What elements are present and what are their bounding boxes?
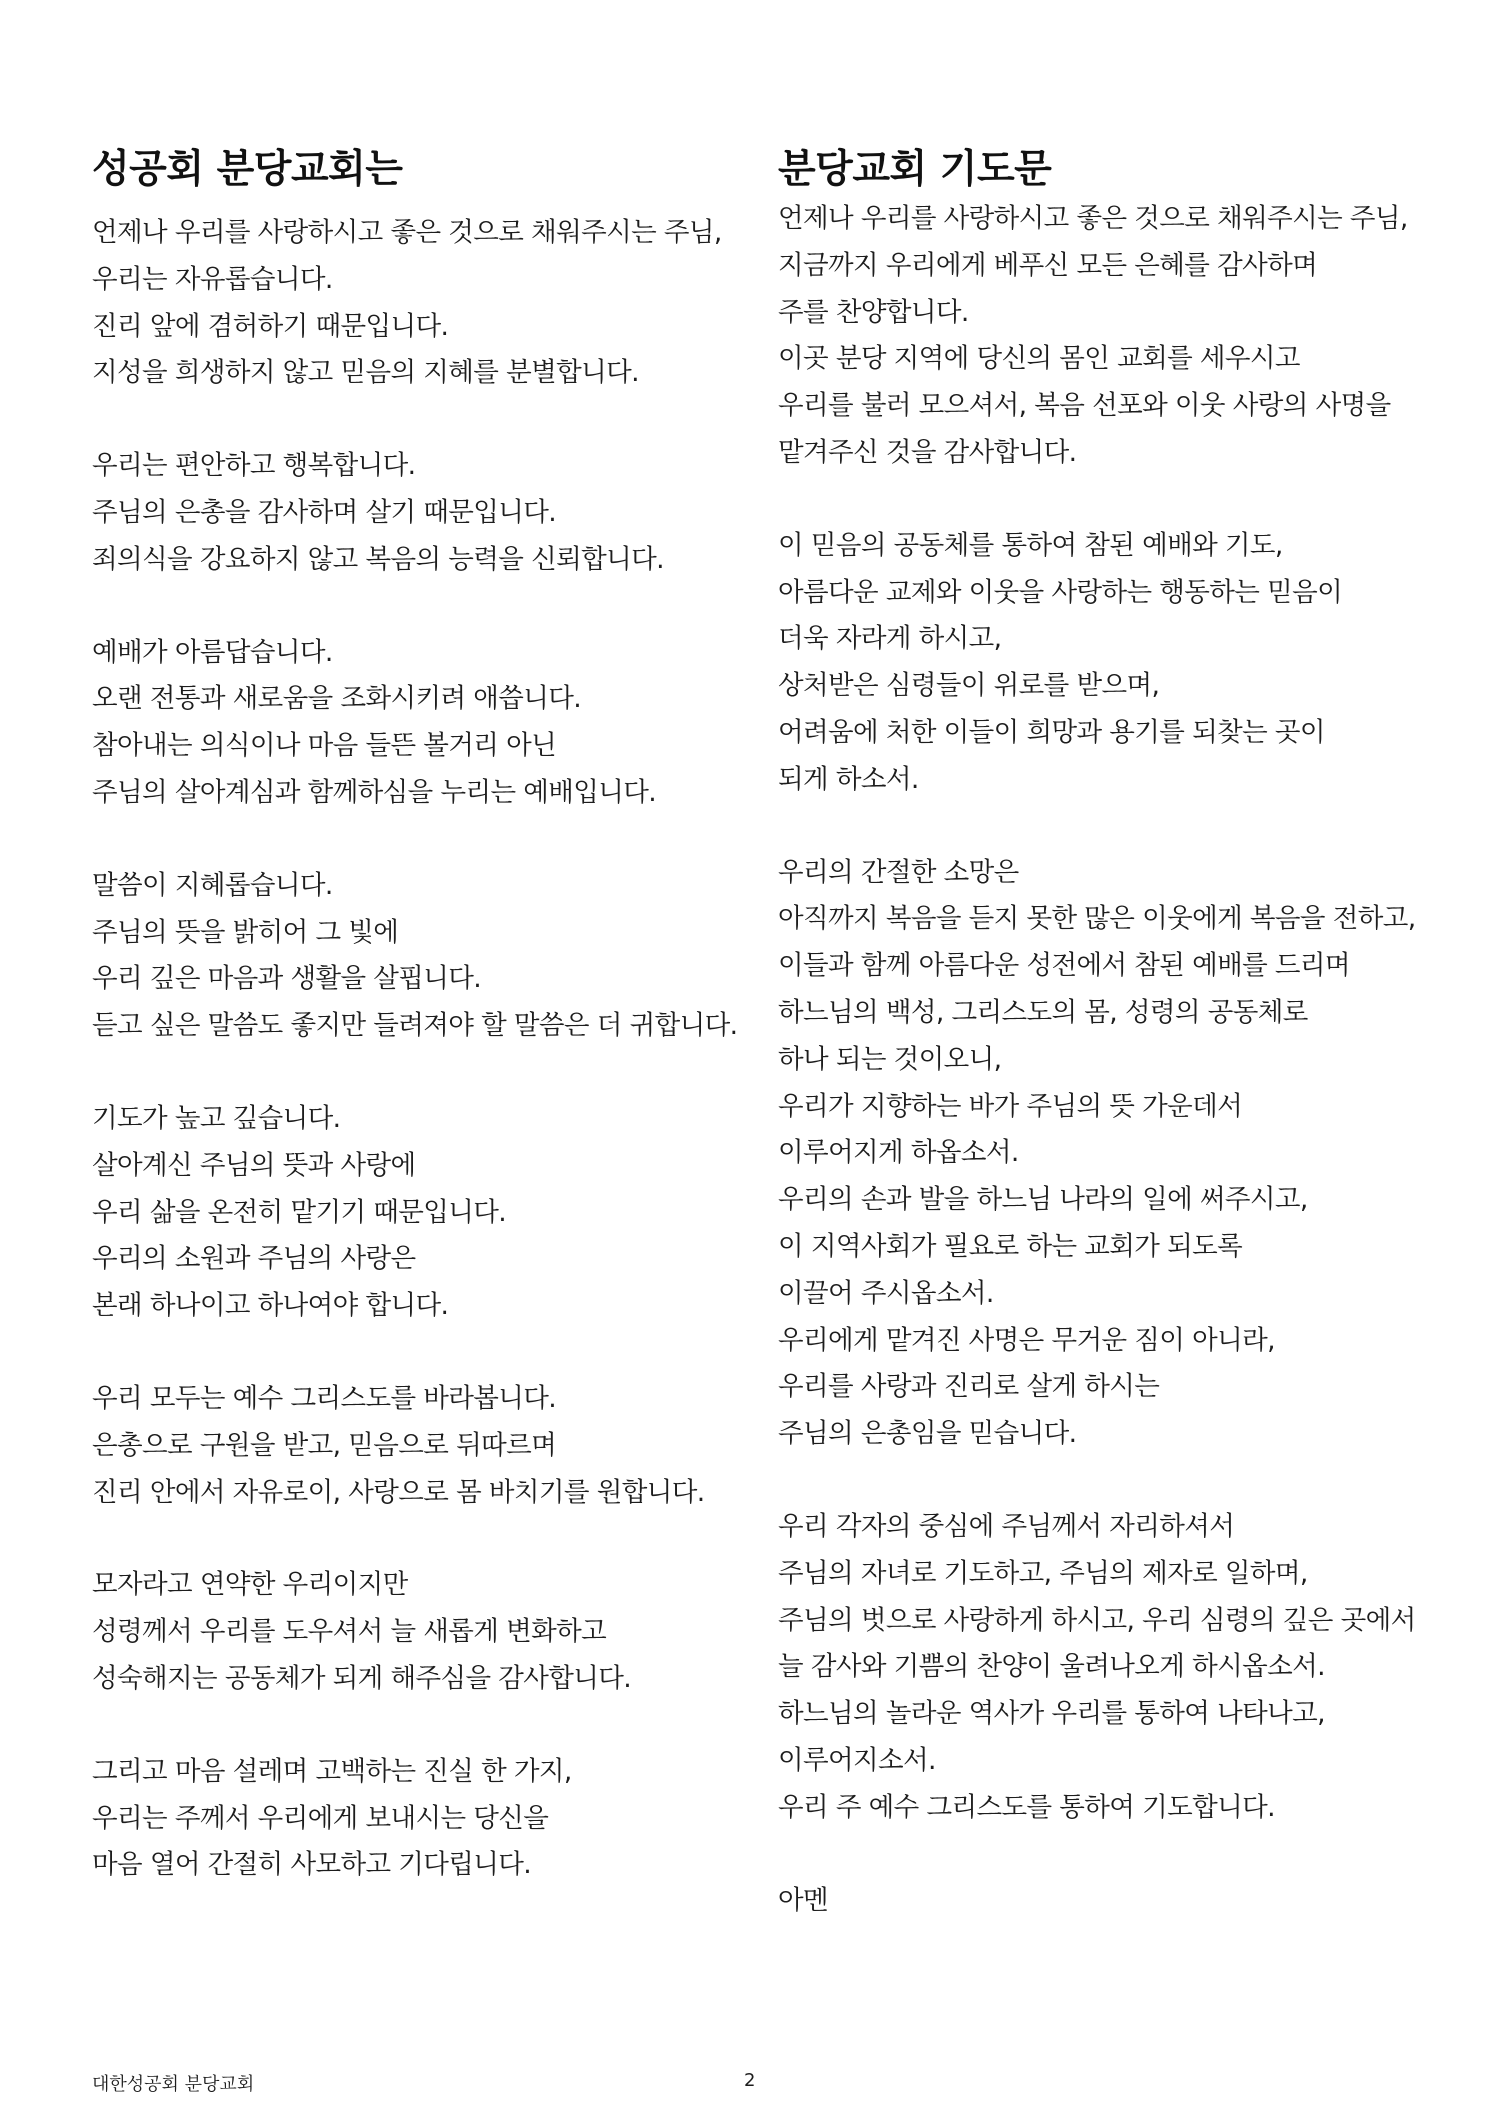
text-line: 이곳 분당 지역에 당신의 몸인 교회를 세우시고 (778, 343, 1300, 375)
text-line: 주님의 뜻을 밝히어 그 빛에 (92, 916, 399, 948)
text-line: 이루어지소서. (778, 1744, 936, 1776)
text-line: 진리 안에서 자유로이, 사랑으로 몸 바치기를 원합니다. (92, 1476, 705, 1508)
left-heading: 성공회 분당교회는 (92, 147, 403, 192)
text-line: 우리는 자유롭습니다. (92, 263, 333, 295)
text-line: 주님의 벗으로 사랑하게 하시고, 우리 심령의 깊은 곳에서 (778, 1604, 1416, 1636)
text-line: 우리가 지향하는 바가 주님의 뜻 가운데서 (778, 1090, 1243, 1122)
text-line: 살아계신 주님의 뜻과 사랑에 (92, 1149, 416, 1181)
text-line: 이루어지게 하옵소서. (778, 1137, 1019, 1169)
text-line: 우리 주 예수 그리스도를 통하여 기도합니다. (778, 1791, 1275, 1823)
text-line: 주님의 살아계심과 함께하심을 누리는 예배입니다. (92, 776, 657, 808)
text-line: 우리 각자의 중심에 주님께서 자리하셔서 (778, 1510, 1235, 1542)
text-line: 마음 열어 간절히 사모하고 기다립니다. (92, 1849, 532, 1881)
stanza (92, 1376, 732, 1516)
stanza (92, 630, 732, 817)
text-line: 언제나 우리를 사랑하시고 좋은 것으로 채워주시는 주님, (778, 203, 1408, 234)
right-column (778, 144, 1438, 1970)
text-line: 우리 모두는 예수 그리스도를 바라봅니다. (92, 1382, 557, 1414)
stanza (92, 1562, 732, 1702)
stanza (778, 523, 1438, 804)
text-line: 아름다운 교제와 이웃을 사랑하는 행동하는 믿음이 (778, 576, 1343, 608)
text-line: 죄의식을 강요하지 않고 복음의 능력을 신뢰합니다. (92, 543, 664, 575)
footer-title: 대한성공회 분당교회 (92, 2074, 255, 2095)
text-line: 그리고 마음 설레며 고백하는 진실 한 가지, (92, 1755, 572, 1787)
text-line: 주를 찬양합니다. (778, 296, 969, 328)
text-line: 맡겨주신 것을 감사합니다. (778, 436, 1077, 468)
text-line: 말씀이 지혜롭습니다. (92, 869, 333, 901)
stanza (92, 443, 732, 583)
text-line: 우리를 불러 모으셔서, 복음 선포와 이웃 사랑의 사명을 (778, 390, 1391, 422)
text-line: 우리의 소원과 주님의 사랑은 (92, 1243, 416, 1275)
text-line: 지금까지 우리에게 베푸신 모든 은혜를 감사하며 (778, 249, 1318, 281)
text-line: 이 지역사회가 필요로 하는 교회가 되도록 (778, 1230, 1243, 1262)
text-line: 이들과 함께 아름다운 성전에서 참된 예배를 드리며 (778, 950, 1350, 982)
text-line: 아직까지 복음을 듣지 못한 많은 이웃에게 복음을 전하고, (778, 903, 1416, 935)
stanza (92, 1749, 732, 1889)
text-line: 예배가 아름답습니다. (92, 636, 333, 668)
text-line: 주님의 자녀로 기도하고, 주님의 제자로 일하며, (778, 1557, 1308, 1589)
text-line: 어려움에 처한 이들이 희망과 용기를 되찾는 곳이 (778, 716, 1325, 748)
stanza (778, 196, 1438, 477)
stanza (92, 1096, 732, 1330)
right-stanzas (778, 196, 1438, 1924)
right-heading: 분당교회 기도문 (778, 147, 1052, 192)
text-line: 기도가 높고 깊습니다. (92, 1102, 341, 1134)
text-line: 이끌어 주시옵소서. (778, 1277, 994, 1309)
stanza (92, 210, 732, 397)
text-line: 우리는 주께서 우리에게 보내시는 당신을 (92, 1802, 549, 1834)
text-line: 진리 앞에 겸허하기 때문입니다. (92, 310, 449, 342)
text-line: 은총으로 구원을 받고, 믿음으로 뒤따르며 (92, 1429, 557, 1461)
text-line: 언제나 우리를 사랑하시고 좋은 것으로 채워주시는 주님, (92, 217, 722, 248)
text-line: 우리를 사랑과 진리로 살게 하시는 (778, 1371, 1160, 1403)
stanza (778, 850, 1438, 1458)
text-line: 하느님의 백성, 그리스도의 몸, 성령의 공동체로 (778, 996, 1308, 1028)
left-stanzas (92, 210, 738, 1889)
text-line: 모자라고 연약한 우리이지만 (92, 1569, 408, 1601)
text-line: 하나 되는 것이오니, (778, 1043, 1002, 1075)
stanza (778, 1504, 1438, 1832)
stanza (778, 1878, 1438, 1925)
text-line: 우리의 간절한 소망은 (778, 856, 1019, 888)
text-line: 우리의 손과 발을 하느님 나라의 일에 써주시고, (778, 1184, 1308, 1216)
text-line: 우리에게 맡겨진 사명은 무거운 짐이 아니라, (778, 1324, 1275, 1356)
stanza (92, 863, 738, 1050)
text-line: 참아내는 의식이나 마음 들뜬 볼거리 아닌 (92, 730, 557, 762)
text-line: 성숙해지는 공동체가 되게 해주심을 감사합니다. (92, 1662, 632, 1694)
text-line: 이 믿음의 공동체를 통하여 참된 예배와 기도, (778, 529, 1283, 561)
text-line: 우리는 편안하고 행복합니다. (92, 450, 416, 482)
text-line: 주님의 은총을 감사하며 살기 때문입니다. (92, 496, 557, 528)
text-line: 오랜 전통과 새로움을 조화시키려 애씁니다. (92, 683, 582, 715)
text-line: 늘 감사와 기쁨의 찬양이 울려나오게 하시옵소서. (778, 1651, 1325, 1683)
text-line: 더욱 자라게 하시고, (778, 623, 1002, 655)
text-line: 하느님의 놀라운 역사가 우리를 통하여 나타나고, (778, 1698, 1325, 1730)
text-line: 본래 하나이고 하나여야 합니다. (92, 1290, 449, 1322)
text-line: 상처받은 심령들이 위로를 받으며, (778, 670, 1160, 702)
left-column (92, 144, 738, 1935)
text-line: 아멘 (778, 1884, 828, 1916)
text-line: 주님의 은총임을 믿습니다. (778, 1418, 1077, 1450)
text-line: 되게 하소서. (778, 763, 919, 795)
text-line: 성령께서 우리를 도우셔서 늘 새롭게 변화하고 (92, 1616, 607, 1648)
text-line: 우리 깊은 마음과 생활을 살핍니다. (92, 963, 482, 995)
text-line: 지성을 희생하지 않고 믿음의 지혜를 분별합니다. (92, 357, 639, 389)
text-line: 우리 삶을 온전히 맡기기 때문입니다. (92, 1196, 507, 1228)
text-line: 듣고 싶은 말씀도 좋지만 들려져야 할 말씀은 더 귀합니다. (92, 1010, 738, 1042)
page-number: 2 (744, 2070, 756, 2091)
